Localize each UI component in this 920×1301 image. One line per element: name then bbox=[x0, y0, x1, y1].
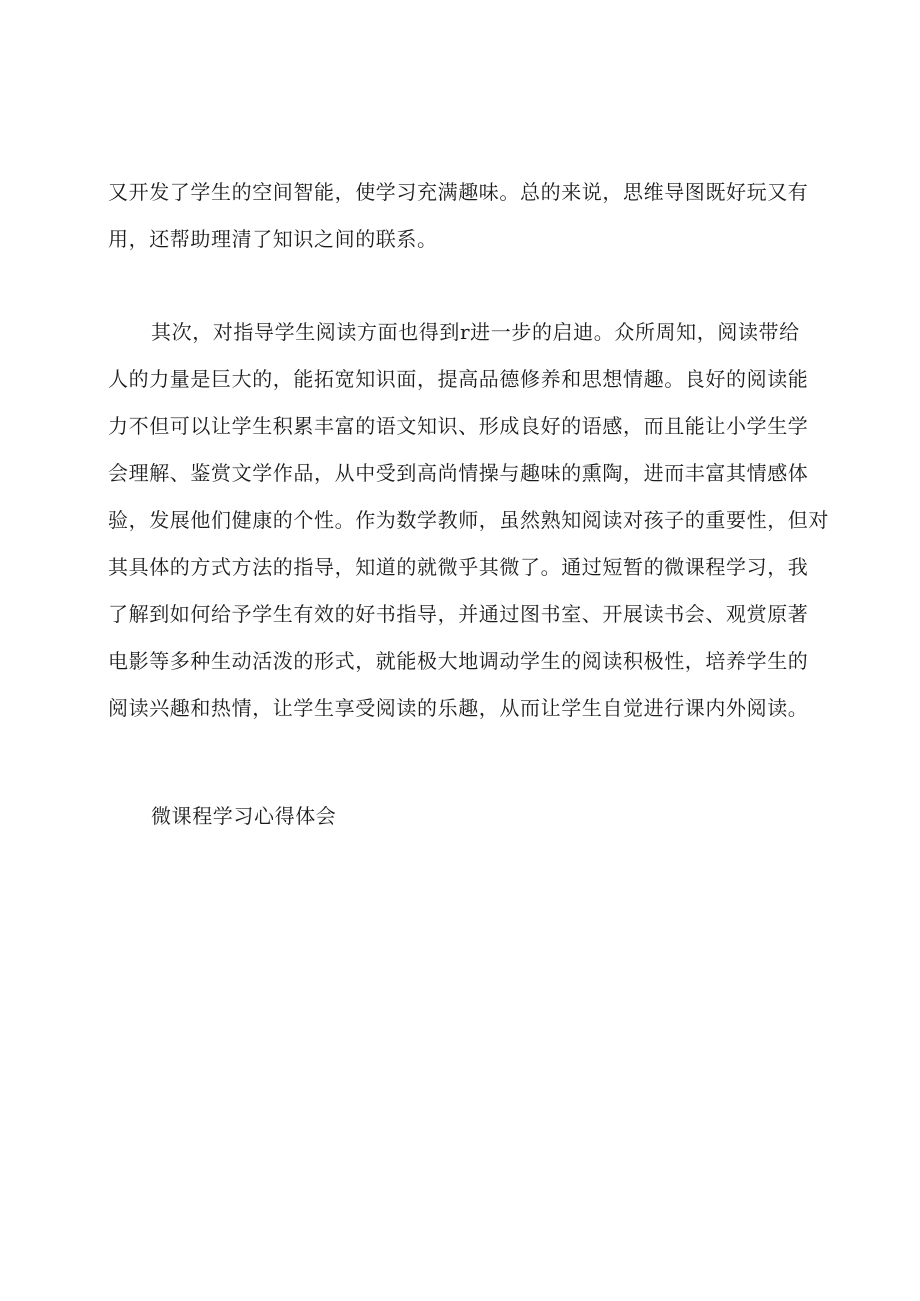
paragraph-line: 电影等多种生动活泼的形式，就能极大地调动学生的阅读积极性，培养学生的 bbox=[108, 649, 809, 673]
paragraph-line: 验，发展他们健康的个性。作为数学教师，虽然熟知阅读对孩子的重要性，但对 bbox=[108, 508, 829, 532]
paragraph-line: 其次，对指导学生阅读方面也得到r进一步的启迪。众所周知，阅读带给 bbox=[151, 320, 800, 344]
paragraph-line: 会理解、鉴赏文学作品，从中受到高尚情操与趣味的熏陶，进而丰富其情感体 bbox=[108, 461, 809, 485]
paragraph-line: 其具体的方式方法的指导，知道的就微乎其微了。通过短暂的微课程学习，我 bbox=[108, 555, 809, 579]
paragraph-line: 人的力量是巨大的，能拓宽知识面，提高品德修养和思想情趣。良好的阅读能 bbox=[108, 367, 809, 391]
paragraph-line: 又开发了学生的空间智能，使学习充满趣味。总的来说，思维导图既好玩又有 bbox=[108, 180, 809, 204]
paragraph-line: 阅读兴趣和热情，让学生享受阅读的乐趣，从而让学生自觉进行课内外阅读。 bbox=[108, 696, 809, 720]
paragraph-line: 用，还帮助理清了知识之间的联系。 bbox=[108, 227, 438, 251]
section-heading: 微课程学习心得体会 bbox=[151, 804, 337, 828]
paragraph-line: 力不但可以让学生积累丰富的语文知识、形成良好的语感，而且能让小学生学 bbox=[108, 414, 809, 438]
paragraph-line: 了解到如何给予学生有效的好书指导，并通过图书室、开展读书会、观赏原著 bbox=[108, 602, 809, 626]
